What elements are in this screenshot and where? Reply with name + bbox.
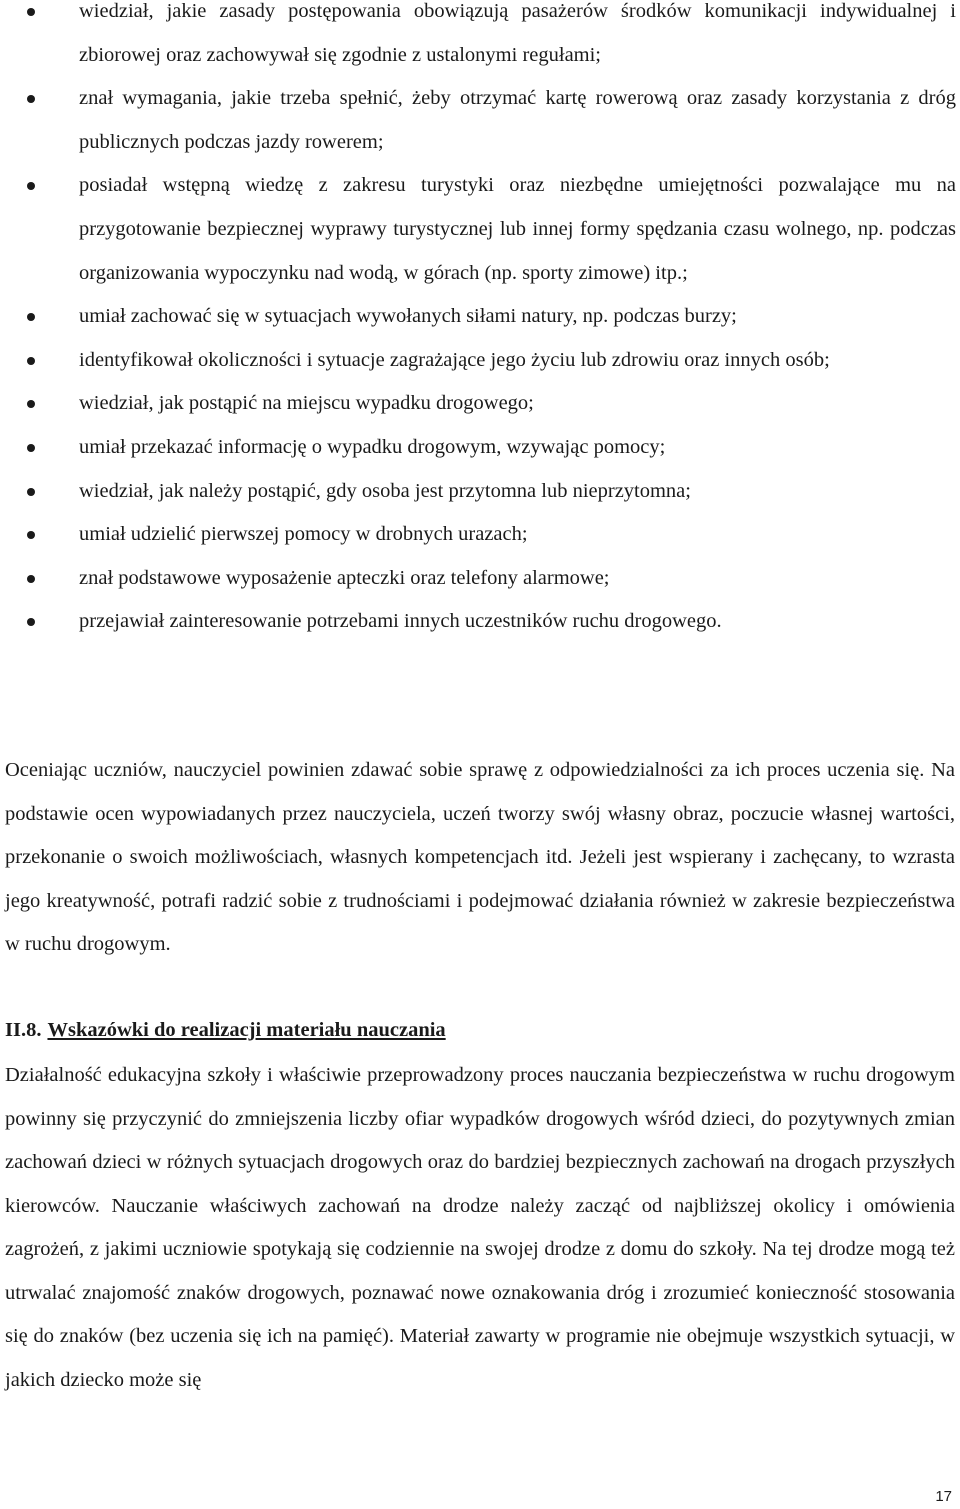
bullet-icon [27, 182, 35, 190]
list-item-text: umiał udzielić pierwszej pomocy w drobnych urazach; [79, 523, 528, 546]
section-number: II.8. [5, 1019, 42, 1041]
bullet-icon [27, 400, 35, 408]
list-item [0, 382, 960, 426]
list-item [0, 600, 960, 644]
section-title: Wskazówki do realizacji materiału nauczania [47, 1019, 446, 1041]
bullet-icon [27, 313, 35, 321]
list-item [0, 470, 960, 514]
bullet-icon [27, 488, 35, 496]
bullet-icon [27, 95, 35, 103]
list-item-text: wiedział, jak należy postąpić, gdy osoba jest przytomna lub nieprzytomna; [79, 479, 691, 502]
list-item [0, 295, 960, 339]
page-number: 17 [935, 1488, 952, 1505]
bullet-icon [27, 444, 35, 452]
list-item-text: umiał zachować się w sytuacjach wywołanych siłami natury, np. podczas burzy; [79, 305, 737, 328]
list-item-text: znał podstawowe wyposażenie apteczki oraz telefony alarmowe; [79, 566, 610, 589]
bullet-icon [27, 357, 35, 365]
list-item [0, 0, 960, 77]
bullet-icon [27, 575, 35, 583]
list-item [0, 339, 960, 383]
list-item [0, 77, 960, 164]
bullet-icon [27, 618, 35, 626]
list-item-text: wiedział, jakie zasady postępowania obowiązują pasażerów środków komunikacji indywidualnej i zbiorowej oraz zachowywał się zgodnie z ustalonymi regułami; [79, 0, 956, 66]
list-item-text: znał wymagania, jakie trzeba spełnić, żeby otrzymać kartę rowerową oraz zasady korzystania z dróg publicznych podczas jazdy rowerem; [79, 87, 956, 153]
list-item [0, 426, 960, 470]
list-item [0, 513, 960, 557]
list-item-text: przejawiał zainteresowanie potrzebami innych uczestników ruchu drogowego. [79, 610, 722, 633]
section-heading [5, 1012, 446, 1048]
list-item-text: posiadał wstępną wiedzę z zakresu turystyki oraz niezbędne umiejętności pozwalające mu na przygotowanie bezpiecznej wyprawy turystycznej lub innej formy spędzania czasu wolnego, np. podczas organizowania wypoczynku nad wodą, w górach (np. sporty zimowe) itp.; [79, 174, 956, 284]
list-item [0, 164, 960, 295]
bullet-icon [27, 531, 35, 539]
list-item-text: identyfikował okoliczności i sytuacje zagrażające jego życiu lub zdrowiu oraz innych osób; [79, 348, 830, 371]
list-item-text: wiedział, jak postąpić na miejscu wypadku drogowego; [79, 392, 534, 415]
list-item-text: umiał przekazać informację o wypadku drogowym, wzywając pomocy; [79, 435, 666, 458]
bullet-list [0, 0, 960, 644]
guidelines-paragraph: Działalność edukacyjna szkoły i właściwie przeprowadzony proces nauczania bezpieczeństwa w ruchu drogowym powinny się przyczynić do zmniejszenia liczby ofiar wypadków drogowych wśród dzieci, do pozytywnych zmian zachowań dzieci w różnych sytuacjach drogowych oraz do bardziej bezpiecznych zachowań na drogach przyszłych kierowców. Nauczanie właściwych zachowań na drodze należy zacząć od najbliższej okolicy i omówienia zagrożeń, z jakimi uczniowie spotykają się codziennie na swojej drodze z domu do szkoły. Na tej drodze mogą też utrwalać znajomość znaków drogowych, poznawać nowe oznakowania dróg i zrozumieć konieczność stosowania się do znaków (bez uczenia się ich na pamięć). Materiał zawarty w programie nie obejmuje wszystkich sytuacji, w jakich dziecko może się [5, 1064, 955, 1391]
assessment-paragraph: Oceniając uczniów, nauczyciel powinien zdawać sobie sprawę z odpowiedzialności za ich proces uczenia się. Na podstawie ocen wypowiadanych przez nauczyciela, uczeń tworzy swój własny obraz, poczucie własnej wartości, przekonanie o swoich możliwościach, własnych kompetencjach itd. Jeżeli jest wspierany i zachęcany, to wzrasta jego kreatywność, potrafi radzić sobie z trudnościami i podejmować działania również w zakresie bezpieczeństwa w ruchu drogowym. [5, 759, 955, 955]
bullet-icon [27, 8, 35, 16]
list-item [0, 557, 960, 601]
